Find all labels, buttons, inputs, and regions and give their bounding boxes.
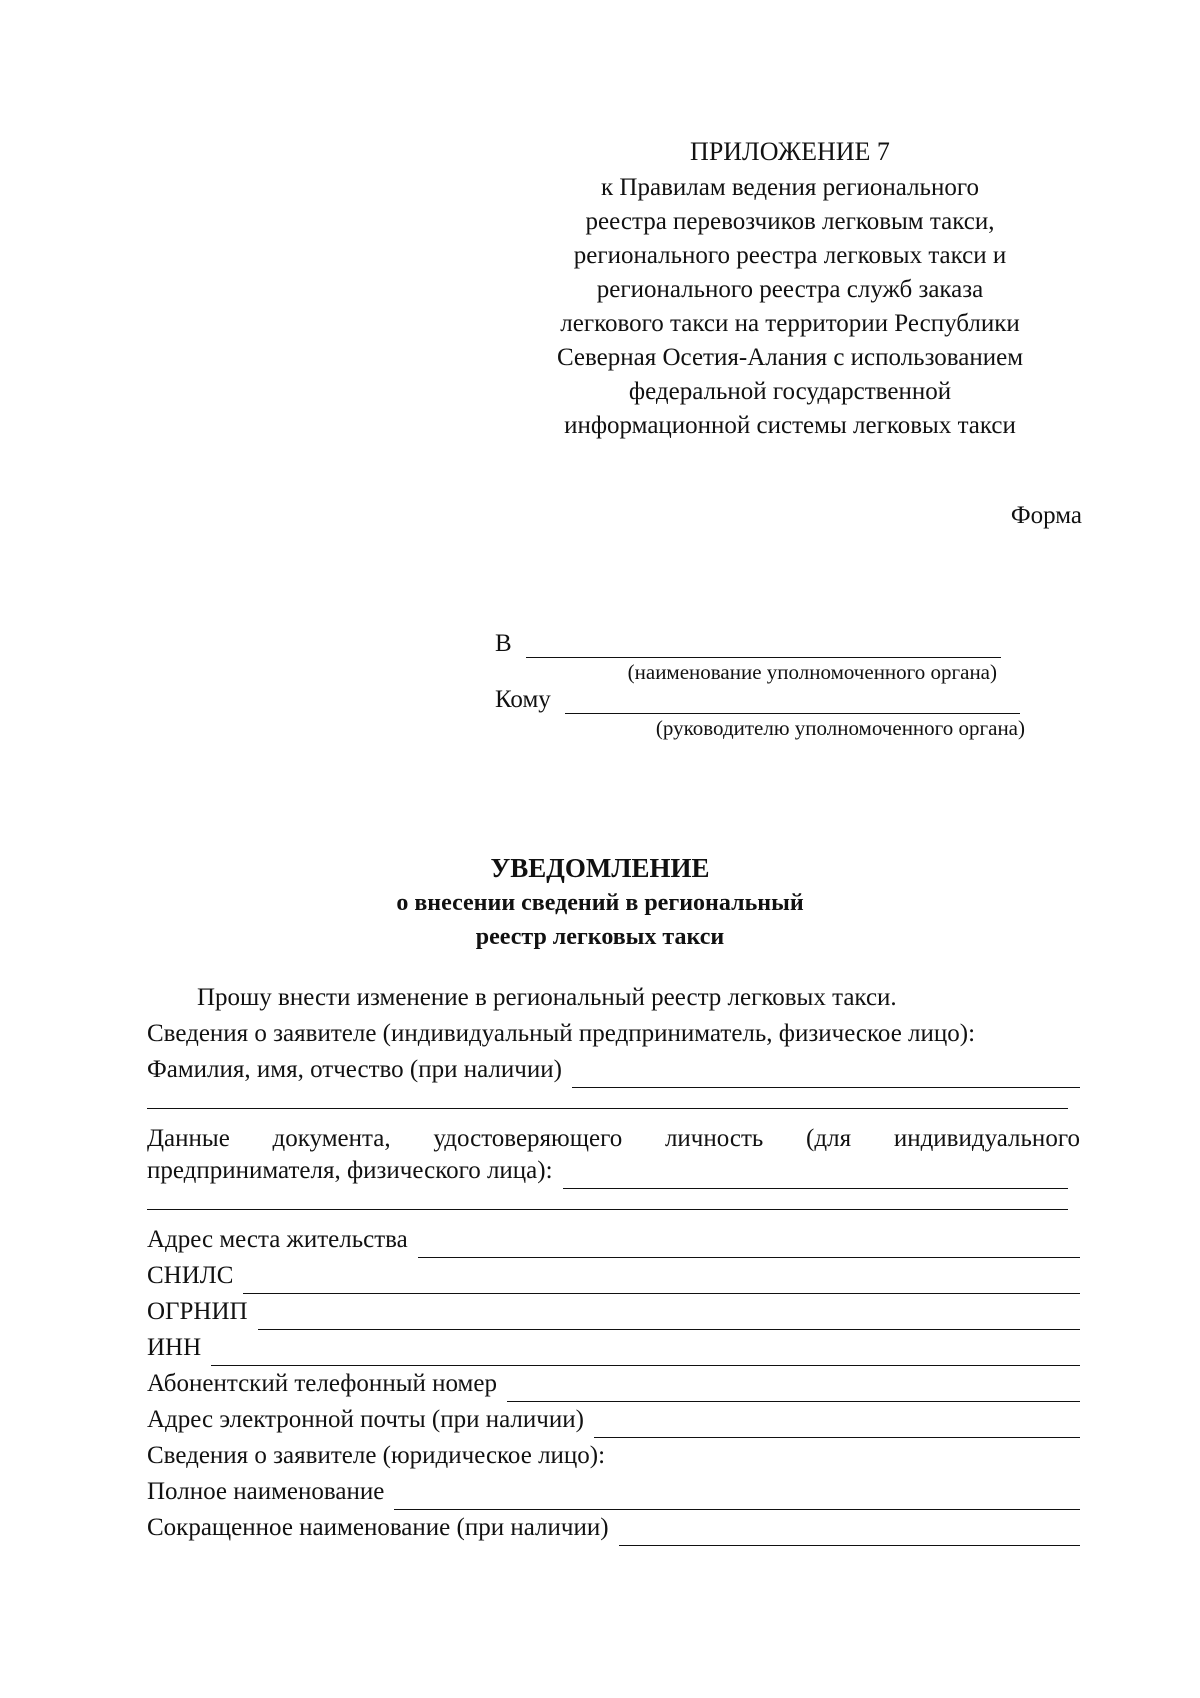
annex-line: федеральной государственной (628, 378, 952, 405)
annex-line: Северная Осетия-Алания с использованием (556, 344, 1024, 371)
id-doc-label: предпринимателя, физического лица): (147, 1157, 553, 1184)
addressee-block (495, 630, 1035, 742)
notice-subtitle-line-2: реестр легковых такси (475, 924, 725, 950)
applicant-legal-text: Сведения о заявителе (юридическое лицо): (147, 1442, 606, 1469)
id-doc-field[interactable] (563, 1166, 1068, 1189)
request-line (147, 980, 1080, 1016)
annex-block (520, 135, 1060, 443)
email-field[interactable] (594, 1415, 1080, 1438)
id-doc-word: (для (806, 1125, 852, 1152)
email-label: Адрес электронной почты (при наличии) (147, 1406, 584, 1433)
ogrnip-field[interactable] (258, 1307, 1080, 1330)
addressee-whom-field[interactable] (565, 691, 1020, 714)
annex-line: реестра перевозчиков легковым такси, (585, 208, 995, 235)
legal-full-name-label: Полное наименование (147, 1478, 385, 1505)
snils-label: СНИЛС (147, 1262, 234, 1289)
phone-field[interactable] (507, 1379, 1080, 1402)
inn-label: ИНН (147, 1334, 202, 1361)
annex-line: информационной системы легковых такси (564, 412, 1016, 439)
annex-title: ПРИЛОЖЕНИЕ 7 (690, 137, 890, 166)
id-doc-word: Данные (147, 1125, 230, 1152)
inn-field[interactable] (211, 1343, 1080, 1366)
legal-short-name-label: Сокращенное наименование (при наличии) (147, 1514, 609, 1541)
applicant-individual-heading (147, 1016, 1080, 1052)
legal-short-name-row (147, 1510, 1080, 1546)
id-doc-row (147, 1121, 1080, 1157)
full-name-field[interactable] (572, 1065, 1080, 1088)
addressee-to-row (495, 630, 1035, 658)
id-doc-row-2 (147, 1153, 1080, 1189)
form-body (147, 980, 1080, 1546)
addressee-whom-hint: (руководителю уполномоченного органа) (655, 716, 1025, 740)
id-doc-word: документа, (272, 1125, 391, 1152)
ogrnip-label: ОГРНИП (147, 1298, 248, 1325)
form-label: Форма (1010, 502, 1082, 529)
id-doc-word: удостоверяющего (433, 1125, 623, 1152)
annex-line: регионального реестра легковых такси и (573, 242, 1007, 269)
notice-title: УВЕДОМЛЕНИЕ (490, 853, 710, 883)
applicant-individual-text: Сведения о заявителе (индивидуальный предприниматель, физическое лицо): (147, 1020, 976, 1047)
legal-full-name-row (147, 1474, 1080, 1510)
annex-line: легкового такси на территории Республики (560, 310, 1020, 337)
residence-field[interactable] (418, 1235, 1080, 1258)
id-doc-field-continued[interactable] (147, 1189, 1068, 1210)
id-doc-word: индивидуального (893, 1125, 1080, 1152)
addressee-whom-row (495, 686, 1035, 714)
addressee-to-hint: (наименование уполномоченного органа) (627, 660, 997, 684)
ogrnip-row (147, 1294, 1080, 1330)
addressee-to-field[interactable] (526, 635, 1001, 658)
full-name-field-continued[interactable] (147, 1088, 1068, 1109)
residence-row (147, 1222, 1080, 1258)
legal-short-name-field[interactable] (619, 1523, 1080, 1546)
snils-field[interactable] (243, 1271, 1080, 1294)
annex-line: к Правилам ведения регионального (601, 174, 979, 201)
id-doc-word: личность (664, 1125, 764, 1152)
phone-row (147, 1366, 1080, 1402)
request-text: Прошу внести изменение в региональный реестр легковых такси. (197, 984, 897, 1011)
addressee-to-label: В (495, 630, 512, 657)
notice-subtitle-line-1: о внесении сведений в региональный (396, 890, 804, 916)
notice-heading (0, 850, 1200, 954)
applicant-legal-heading (147, 1438, 1080, 1474)
full-name-label: Фамилия, имя, отчество (при наличии) (147, 1056, 562, 1083)
residence-label: Адрес места жительства (147, 1226, 408, 1253)
annex-line: регионального реестра служб заказа (596, 276, 984, 303)
phone-label: Абонентский телефонный номер (147, 1370, 497, 1397)
addressee-whom-label: Кому (495, 686, 551, 713)
legal-full-name-field[interactable] (394, 1487, 1080, 1510)
snils-row (147, 1258, 1080, 1294)
full-name-row (147, 1052, 1080, 1088)
inn-row (147, 1330, 1080, 1366)
email-row (147, 1402, 1080, 1438)
